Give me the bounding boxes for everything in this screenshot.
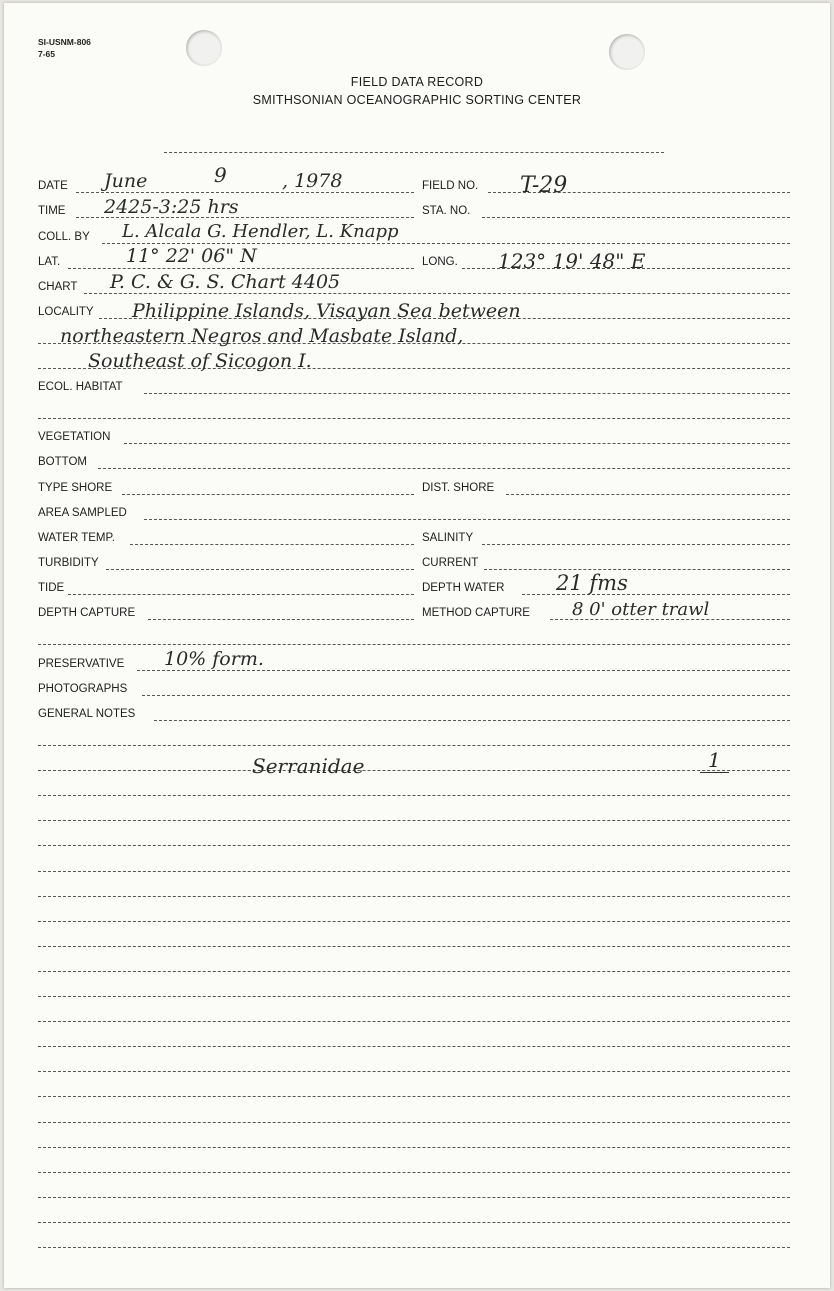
label-area-sampled: AREA SAMPLED [38, 507, 127, 519]
label-general-notes: GENERAL NOTES [38, 708, 136, 720]
label-depth-water: DEPTH WATER [422, 582, 505, 594]
notes-line [38, 795, 790, 796]
notes-line [38, 1096, 790, 1097]
rule-ecol-habitat [144, 393, 790, 394]
label-tide: TIDE [38, 582, 65, 594]
label-ecol-habitat: ECOL. HABITAT [38, 381, 123, 393]
entry-time: 2425-3:25 hrs [104, 196, 239, 218]
label-turbidity: TURBIDITY [38, 557, 99, 569]
label-chart: CHART [38, 281, 78, 293]
rule-salinity [482, 544, 790, 545]
notes-line [38, 1147, 790, 1148]
entry-preservative: 10% form. [164, 648, 264, 670]
rule-blank-1 [38, 644, 790, 645]
label-field-no: FIELD NO. [422, 180, 479, 192]
label-time: TIME [38, 205, 66, 217]
notes-line [38, 921, 790, 922]
entry-note-taxon: Serranidae [252, 754, 365, 778]
notes-line [38, 845, 790, 846]
label-vegetation: VEGETATION [38, 431, 111, 443]
label-long: LONG. [422, 256, 458, 268]
label-bottom: BOTTOM [38, 456, 87, 468]
notes-line [38, 971, 790, 972]
label-photographs: PHOTOGRAPHS [38, 683, 128, 695]
form-number: SI-USNM-806 [38, 37, 91, 47]
label-type-shore: TYPE SHORE [38, 482, 113, 494]
form-code [38, 36, 91, 60]
rule-current [484, 569, 790, 570]
rule-dist-shore [506, 494, 790, 495]
label-current: CURRENT [422, 557, 479, 569]
entry-locality-line1: Philippine Islands, Visayan Sea between [132, 300, 521, 322]
entry-date-month: June [104, 170, 148, 192]
entry-long: 123° 19' 48" E [498, 249, 646, 273]
rule-type-shore [122, 494, 414, 495]
notes-line [38, 1046, 790, 1047]
rule-vegetation [124, 443, 790, 444]
notes-line [38, 1021, 790, 1022]
form-title: FIELD DATA RECORD [350, 75, 484, 89]
label-date: DATE [38, 180, 68, 192]
notes-line [38, 820, 790, 821]
entry-field-no: T-29 [520, 173, 568, 198]
form-date-code: 7-65 [38, 49, 56, 59]
notes-line [38, 871, 790, 872]
entry-depth-water: 21 fms [556, 571, 628, 595]
title-rule [164, 152, 664, 153]
label-preservative: PRESERVATIVE [38, 658, 125, 670]
label-locality: LOCALITY [38, 306, 94, 318]
label-coll-by: COLL. BY [38, 231, 90, 243]
label-sta-no: STA. NO. [422, 205, 471, 217]
rule-coll-by [102, 243, 790, 244]
rule-bottom [98, 468, 790, 469]
notes-line [38, 745, 790, 746]
label-depth-capture: DEPTH CAPTURE [38, 607, 136, 619]
notes-line [38, 1122, 790, 1123]
entry-locality-line2: northeastern Negros and Masbate Island, [60, 325, 464, 347]
field-data-card [4, 3, 830, 1288]
rule-area-sampled [144, 519, 790, 520]
entry-date-year: , 1978 [282, 170, 343, 192]
entry-note-count: 1 [700, 748, 729, 773]
entry-chart: P. C. & G. S. Chart 4405 [110, 271, 341, 293]
notes-line [38, 896, 790, 897]
rule-photographs [142, 695, 790, 696]
label-salinity: SALINITY [422, 532, 474, 544]
entry-coll-by: L. Alcala G. Hendler, L. Knapp [122, 221, 399, 242]
rule-lat [68, 268, 414, 269]
label-method-capture: METHOD CAPTURE [422, 607, 530, 619]
notes-line [38, 1222, 790, 1223]
rule-date [76, 192, 414, 193]
entry-date-day: 9 [214, 163, 227, 187]
label-lat: LAT. [38, 256, 61, 268]
entry-locality-line3: Southeast of Sicogon I. [88, 350, 312, 372]
rule-general-notes [154, 720, 790, 721]
notes-line [38, 1247, 790, 1248]
rule-preservative [137, 670, 790, 671]
label-water-temp: WATER TEMP. [38, 532, 115, 544]
entry-method-capture: 8 0' otter trawl [572, 599, 710, 620]
punch-hole-right [609, 34, 645, 70]
notes-line [38, 946, 790, 947]
rule-ecol-habitat-2 [38, 418, 790, 419]
rule-water-temp [130, 544, 414, 545]
notes-line [38, 1197, 790, 1198]
form-subtitle: SMITHSONIAN OCEANOGRAPHIC SORTING CENTER [252, 93, 582, 107]
notes-line [38, 1071, 790, 1072]
rule-turbidity [106, 569, 414, 570]
notes-line [38, 996, 790, 997]
rule-chart [84, 293, 790, 294]
punch-hole-left [186, 30, 222, 66]
rule-sta-no [482, 217, 790, 218]
rule-tide [68, 594, 414, 595]
rule-depth-capture [148, 619, 414, 620]
label-dist-shore: DIST. SHORE [422, 482, 495, 494]
entry-lat: 11° 22' 06" N [126, 245, 257, 267]
notes-line [38, 770, 790, 771]
notes-line [38, 1172, 790, 1173]
